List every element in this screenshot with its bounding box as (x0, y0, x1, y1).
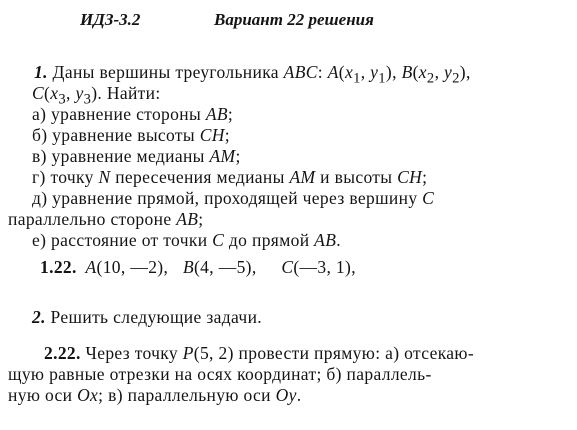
vertex-var: C (422, 188, 435, 208)
comma: , (65, 83, 76, 103)
item-text: уравнение стороны (51, 104, 206, 124)
segment-var: AB (205, 104, 228, 124)
segment-var: AB (176, 209, 199, 229)
task1-number: 1. (34, 62, 48, 82)
paren: ( (338, 62, 345, 82)
item-text: и высоты (315, 167, 398, 187)
semicolon: ; (422, 167, 428, 187)
subscript: 2 (452, 70, 460, 87)
point-a: A (85, 257, 97, 277)
problem-text: ; в) параллельную оси (98, 385, 276, 405)
find-label: Найти: (106, 83, 161, 103)
comma: , (360, 62, 371, 82)
problem-text: ную оси (8, 385, 78, 405)
paren: ( (44, 83, 51, 103)
item-v (32, 146, 241, 167)
item-text: уравнение высоты (52, 125, 200, 145)
item-label: г) (32, 167, 51, 187)
vertex-b: B (401, 62, 413, 82)
point-a-coords: (10, —2), (96, 257, 169, 277)
x-var: x (418, 62, 427, 82)
item-text: уравнение медианы (51, 146, 210, 166)
y-var: y (75, 83, 84, 103)
colon: : (317, 62, 328, 82)
segment-var: CH (397, 167, 423, 187)
item-label: в) (32, 146, 52, 166)
axis-ox: Ox (77, 385, 99, 405)
x-var: x (50, 83, 59, 103)
task1-intro: Даны вершины треугольника (47, 62, 284, 82)
item-label: д) (32, 188, 53, 208)
item-d-line1 (32, 188, 434, 209)
period: . (296, 385, 302, 405)
paren: ). (91, 83, 103, 103)
vertex-a: A (327, 62, 339, 82)
item-text: уравнение прямой, проходящей через вершину (52, 188, 423, 208)
point-p: P (182, 343, 194, 363)
comma: , (434, 62, 445, 82)
item-label: б) (32, 125, 53, 145)
problem-text: Через точку (80, 343, 183, 363)
problem-line1 (44, 343, 474, 364)
semicolon: ; (224, 125, 230, 145)
task2-heading (32, 307, 262, 328)
problem-text: щую равные отрезки на осях координат; б) параллель- (8, 364, 432, 384)
segment-var: AM (289, 167, 316, 187)
point-b-coords: (4, —5), (194, 257, 257, 277)
y-var: y (444, 62, 453, 82)
item-text: точку (50, 167, 99, 187)
item-g (32, 167, 427, 188)
item-text: до прямой (224, 230, 315, 250)
period: . (336, 230, 341, 250)
paren: ( (412, 62, 419, 82)
point-var: N (98, 167, 111, 187)
vertex-c: C (32, 83, 45, 103)
task2-text: Решить следующие задачи. (45, 307, 263, 327)
segment-var: AB (314, 230, 337, 250)
problem-line3 (8, 385, 301, 406)
semicolon: ; (198, 209, 204, 229)
subscript: 2 (426, 70, 435, 87)
item-label: е) (32, 230, 52, 250)
subscript: 3 (83, 91, 92, 108)
paren: ), (385, 62, 397, 82)
task2-number: 2. (32, 307, 46, 327)
subscript: 1 (353, 70, 361, 87)
subscript: 3 (58, 91, 66, 108)
semicolon: ; (235, 146, 241, 166)
item-label: а) (32, 104, 52, 124)
problem-number: 2.22. (44, 343, 81, 363)
item-b (32, 125, 230, 146)
vertex-var: C (212, 230, 225, 250)
item-e (32, 230, 341, 251)
segment-var: CH (199, 125, 225, 145)
problem-line2 (8, 364, 432, 385)
axis-oy: Oy (275, 385, 297, 405)
variant-number: 1.22. (40, 257, 77, 277)
item-text: пересечения медианы (110, 167, 290, 187)
segment-var: AM (209, 146, 236, 166)
triangle-name: ABC (283, 62, 318, 82)
item-text: расстояние от точки (51, 230, 213, 250)
item-d-line2 (8, 209, 204, 230)
paren: ), (459, 62, 471, 82)
y-var: y (370, 62, 379, 82)
variant-title: Вариант 22 решения (214, 10, 374, 29)
problem-text: (5, 2) провести прямую: а) отсекаю- (193, 343, 474, 363)
semicolon: ; (227, 104, 234, 124)
x-var: x (344, 62, 354, 82)
point-c-coords: (—3, 1), (293, 257, 356, 277)
point-b: B (182, 257, 194, 277)
point-c: C (281, 257, 294, 277)
variant-points (40, 257, 356, 278)
item-a (32, 104, 233, 125)
subscript: 1 (378, 70, 386, 87)
worksheet-code: ИДЗ-3.2 (80, 10, 141, 29)
item-text: параллельно стороне (8, 209, 177, 229)
